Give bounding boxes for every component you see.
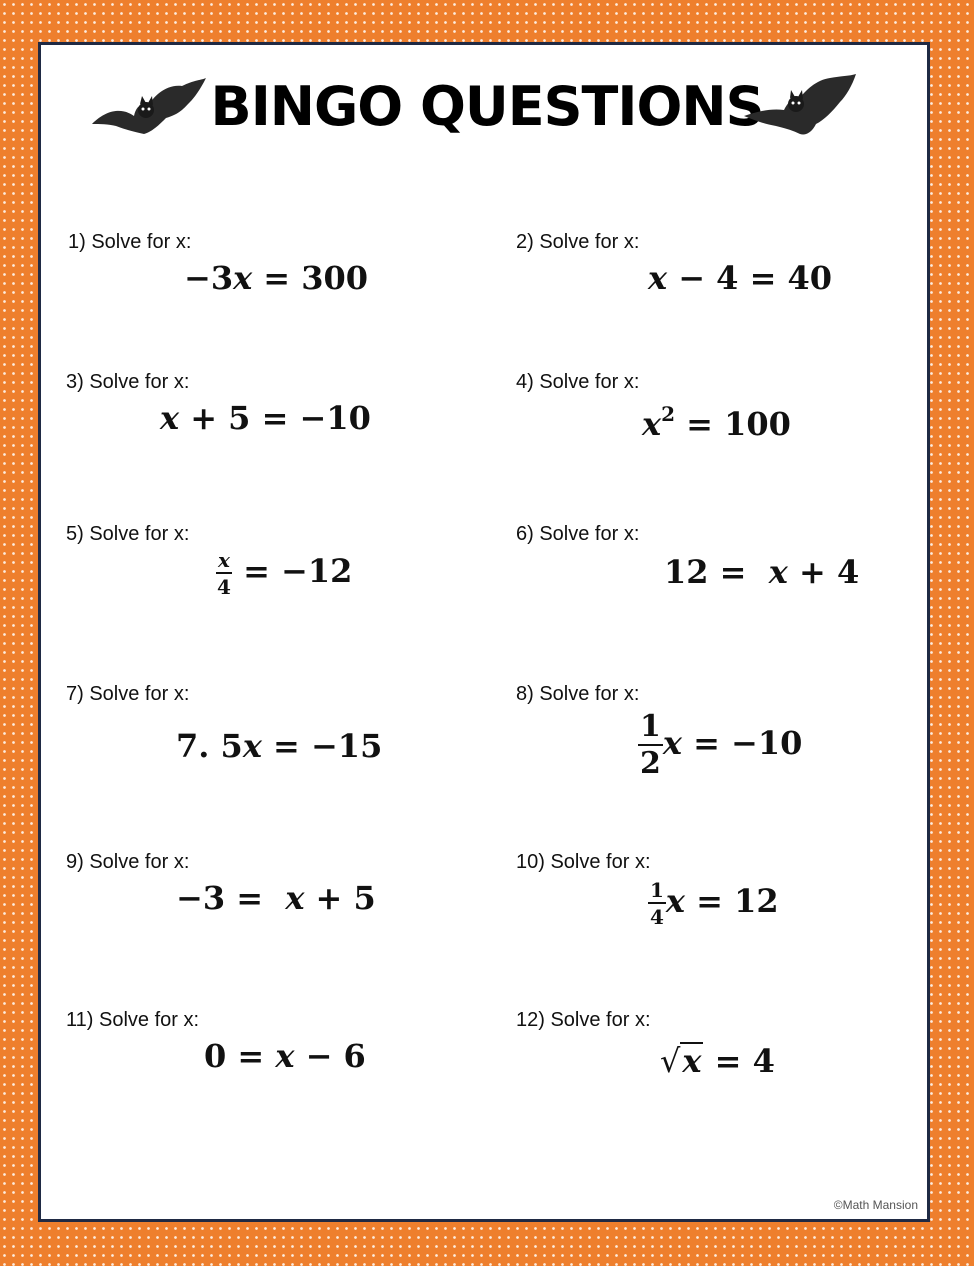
question-label: 5) Solve for x: [66,523,190,545]
equation: $\frac{1}{2}$ x = −10 [640,709,803,781]
equation: $\frac{x}{4}$ = −12 [217,548,353,599]
bat-icon [90,76,210,144]
question-label: 7) Solve for x: [66,683,190,705]
sqrt-icon: √ [660,1042,681,1080]
equation: −3 = x + 5 [176,879,376,917]
question-label: 9) Solve for x: [66,851,190,873]
equation: x + 5 = −10 [160,399,371,437]
question-label: 11) Solve for x: [66,1009,200,1031]
worksheet-page [38,42,930,1222]
equation: −3x = 300 [184,259,369,297]
equation: 7. 5x = −15 [176,727,383,765]
equation: 12 = x + 4 [664,553,860,591]
equation: x − 4 = 40 [648,259,833,297]
bat-icon [740,72,860,142]
question-label: 4) Solve for x: [516,371,640,393]
page-title: BINGO QUESTIONS [210,75,764,138]
equation: 0 = x − 6 [204,1037,366,1075]
question-label: 6) Solve for x: [516,523,640,545]
question-label: 12) Solve for x: [516,1009,651,1031]
copyright-credit: ©Math Mansion [833,1198,918,1212]
equation: $x^2 = 100$ [642,402,791,443]
question-label: 8) Solve for x: [516,683,640,705]
equation: √x = 4 [660,1042,775,1080]
question-label: 10) Solve for x: [516,851,651,873]
question-label: 3) Solve for x: [66,371,190,393]
question-label: 1) Solve for x: [68,231,192,253]
question-label: 2) Solve for x: [516,231,640,253]
equation: $\frac{1}{4}$ x = 12 [650,878,779,929]
